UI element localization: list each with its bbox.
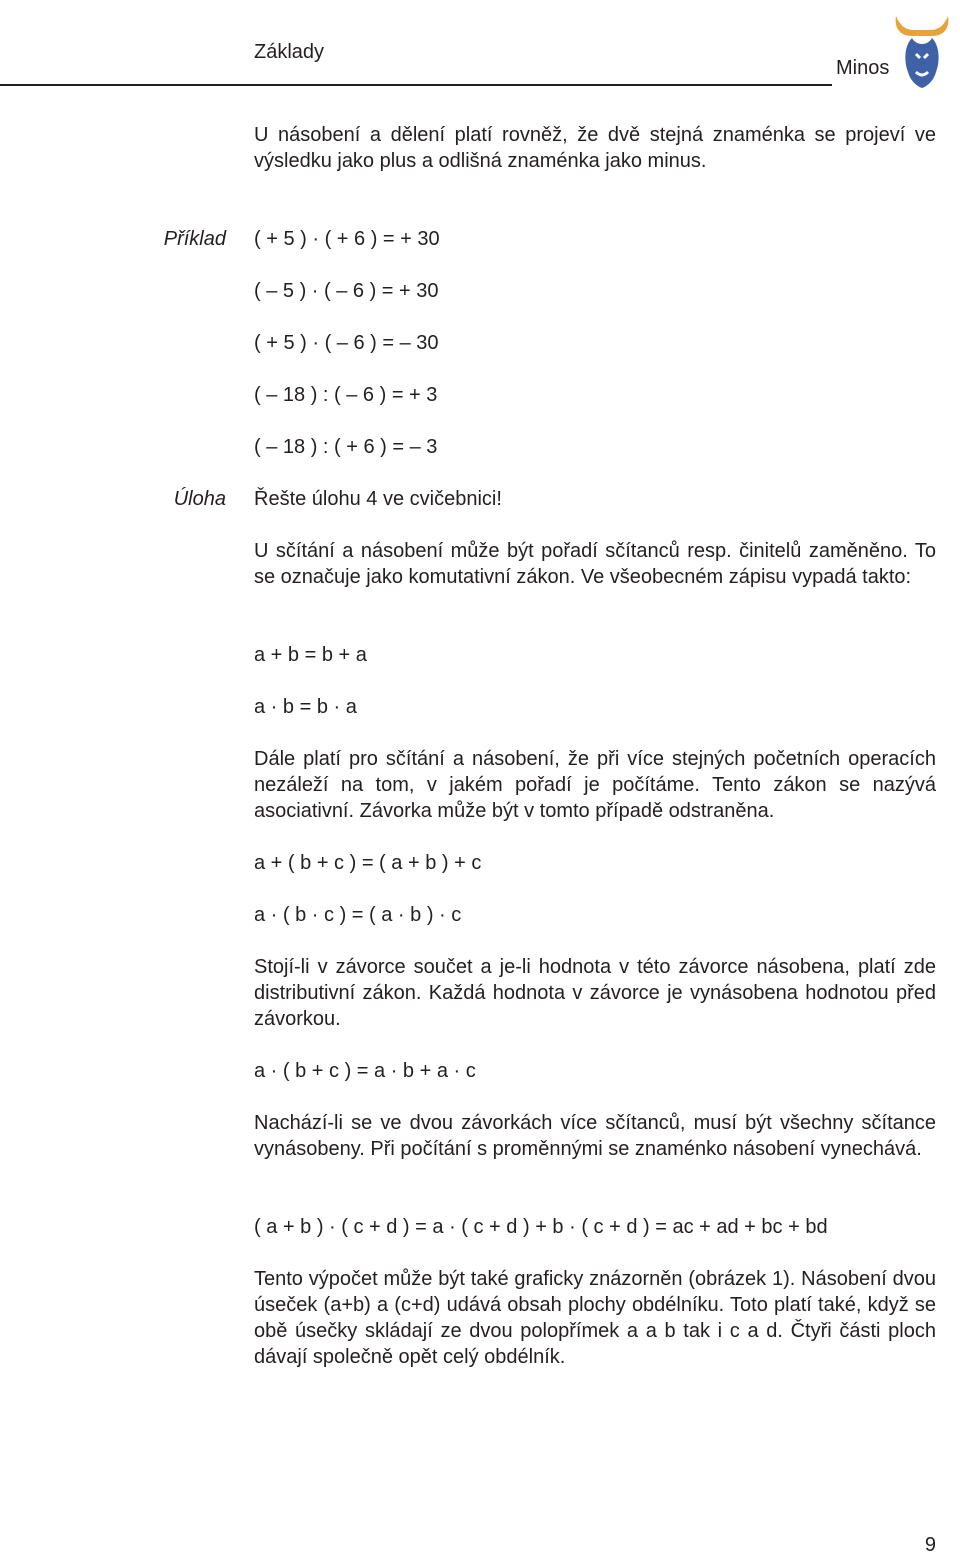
distributive-paragraph: Stojí-li v závorce součet a je-li hodnota v této závorce násobena, platí zde distributivní zákon. Každá hodnota v závorce je vynásobena hodnotou před závorkou. xyxy=(254,956,936,1030)
header-divider xyxy=(0,84,832,86)
example-line: ( + 5 ) · ( + 6 ) = + 30 xyxy=(254,228,440,250)
section-title: Základy xyxy=(254,41,325,63)
associative-paragraph: Dále platí pro sčítání a násobení, že při více stejných početních operacích nezáleží na tom, v jakém pořadí je počítáme. Tento zákon se nazývá asociativní. Závorka může být v tomto případě odstraněna. xyxy=(254,748,936,822)
commutative-formula: a + b = b + a xyxy=(254,644,367,666)
graphic-paragraph: Tento výpočet může být také graficky znázorněn (obrázek 1). Násobení dvou úseček (a+b) a (c+d) udává obsah plochy obdélníku. Toto platí také, když se obě úsečky skládají ze dvou polopřímek a a b tak i c a d. Čtyři části ploch dávají společně opět celý obdélník. xyxy=(254,1268,936,1368)
associative-formula: a · ( b · c ) = ( a · b ) · c xyxy=(254,904,462,926)
task-text: Řešte úlohu 4 ve cvičebnici! xyxy=(254,488,502,510)
brand-name: Minos xyxy=(836,57,890,79)
example-line: ( + 5 ) · ( – 6 ) = – 30 xyxy=(254,332,439,354)
example-line: ( – 18 ) : ( – 6 ) = + 3 xyxy=(254,384,438,406)
distributive-formula: a · ( b + c ) = a · b + a · c xyxy=(254,1060,476,1082)
intro-paragraph: U násobení a dělení platí rovněž, že dvě stejná znaménka se projeví ve výsledku jako plus a odlišná znaménka jako minus. xyxy=(254,124,936,172)
two-brackets-paragraph: Nachází-li se ve dvou závorkách více sčítanců, musí být všechny sčítance vynásobeny. Při počítání s proměnnými se znaménko násobení vynechává. xyxy=(254,1112,936,1160)
example-line: ( – 18 ) : ( + 6 ) = – 3 xyxy=(254,436,438,458)
page-number: 9 xyxy=(924,1534,936,1556)
task-label: Úloha xyxy=(173,488,226,510)
two-brackets-formula: ( a + b ) · ( c + d ) = a · ( c + d ) + b · ( c + d ) = ac + ad + bc + bd xyxy=(254,1216,828,1238)
bull-head-logo-icon xyxy=(890,6,954,90)
commutative-paragraph: U sčítání a násobení může být pořadí sčítanců resp. činitelů zaměněno. To se označuje jako komutativní zákon. Ve všeobecném zápisu vypadá takto: xyxy=(254,540,936,588)
associative-formula: a + ( b + c ) = ( a + b ) + c xyxy=(254,852,482,874)
example-label: Příklad xyxy=(163,228,226,250)
example-line: ( – 5 ) · ( – 6 ) = + 30 xyxy=(254,280,439,302)
commutative-formula: a · b = b · a xyxy=(254,696,357,718)
